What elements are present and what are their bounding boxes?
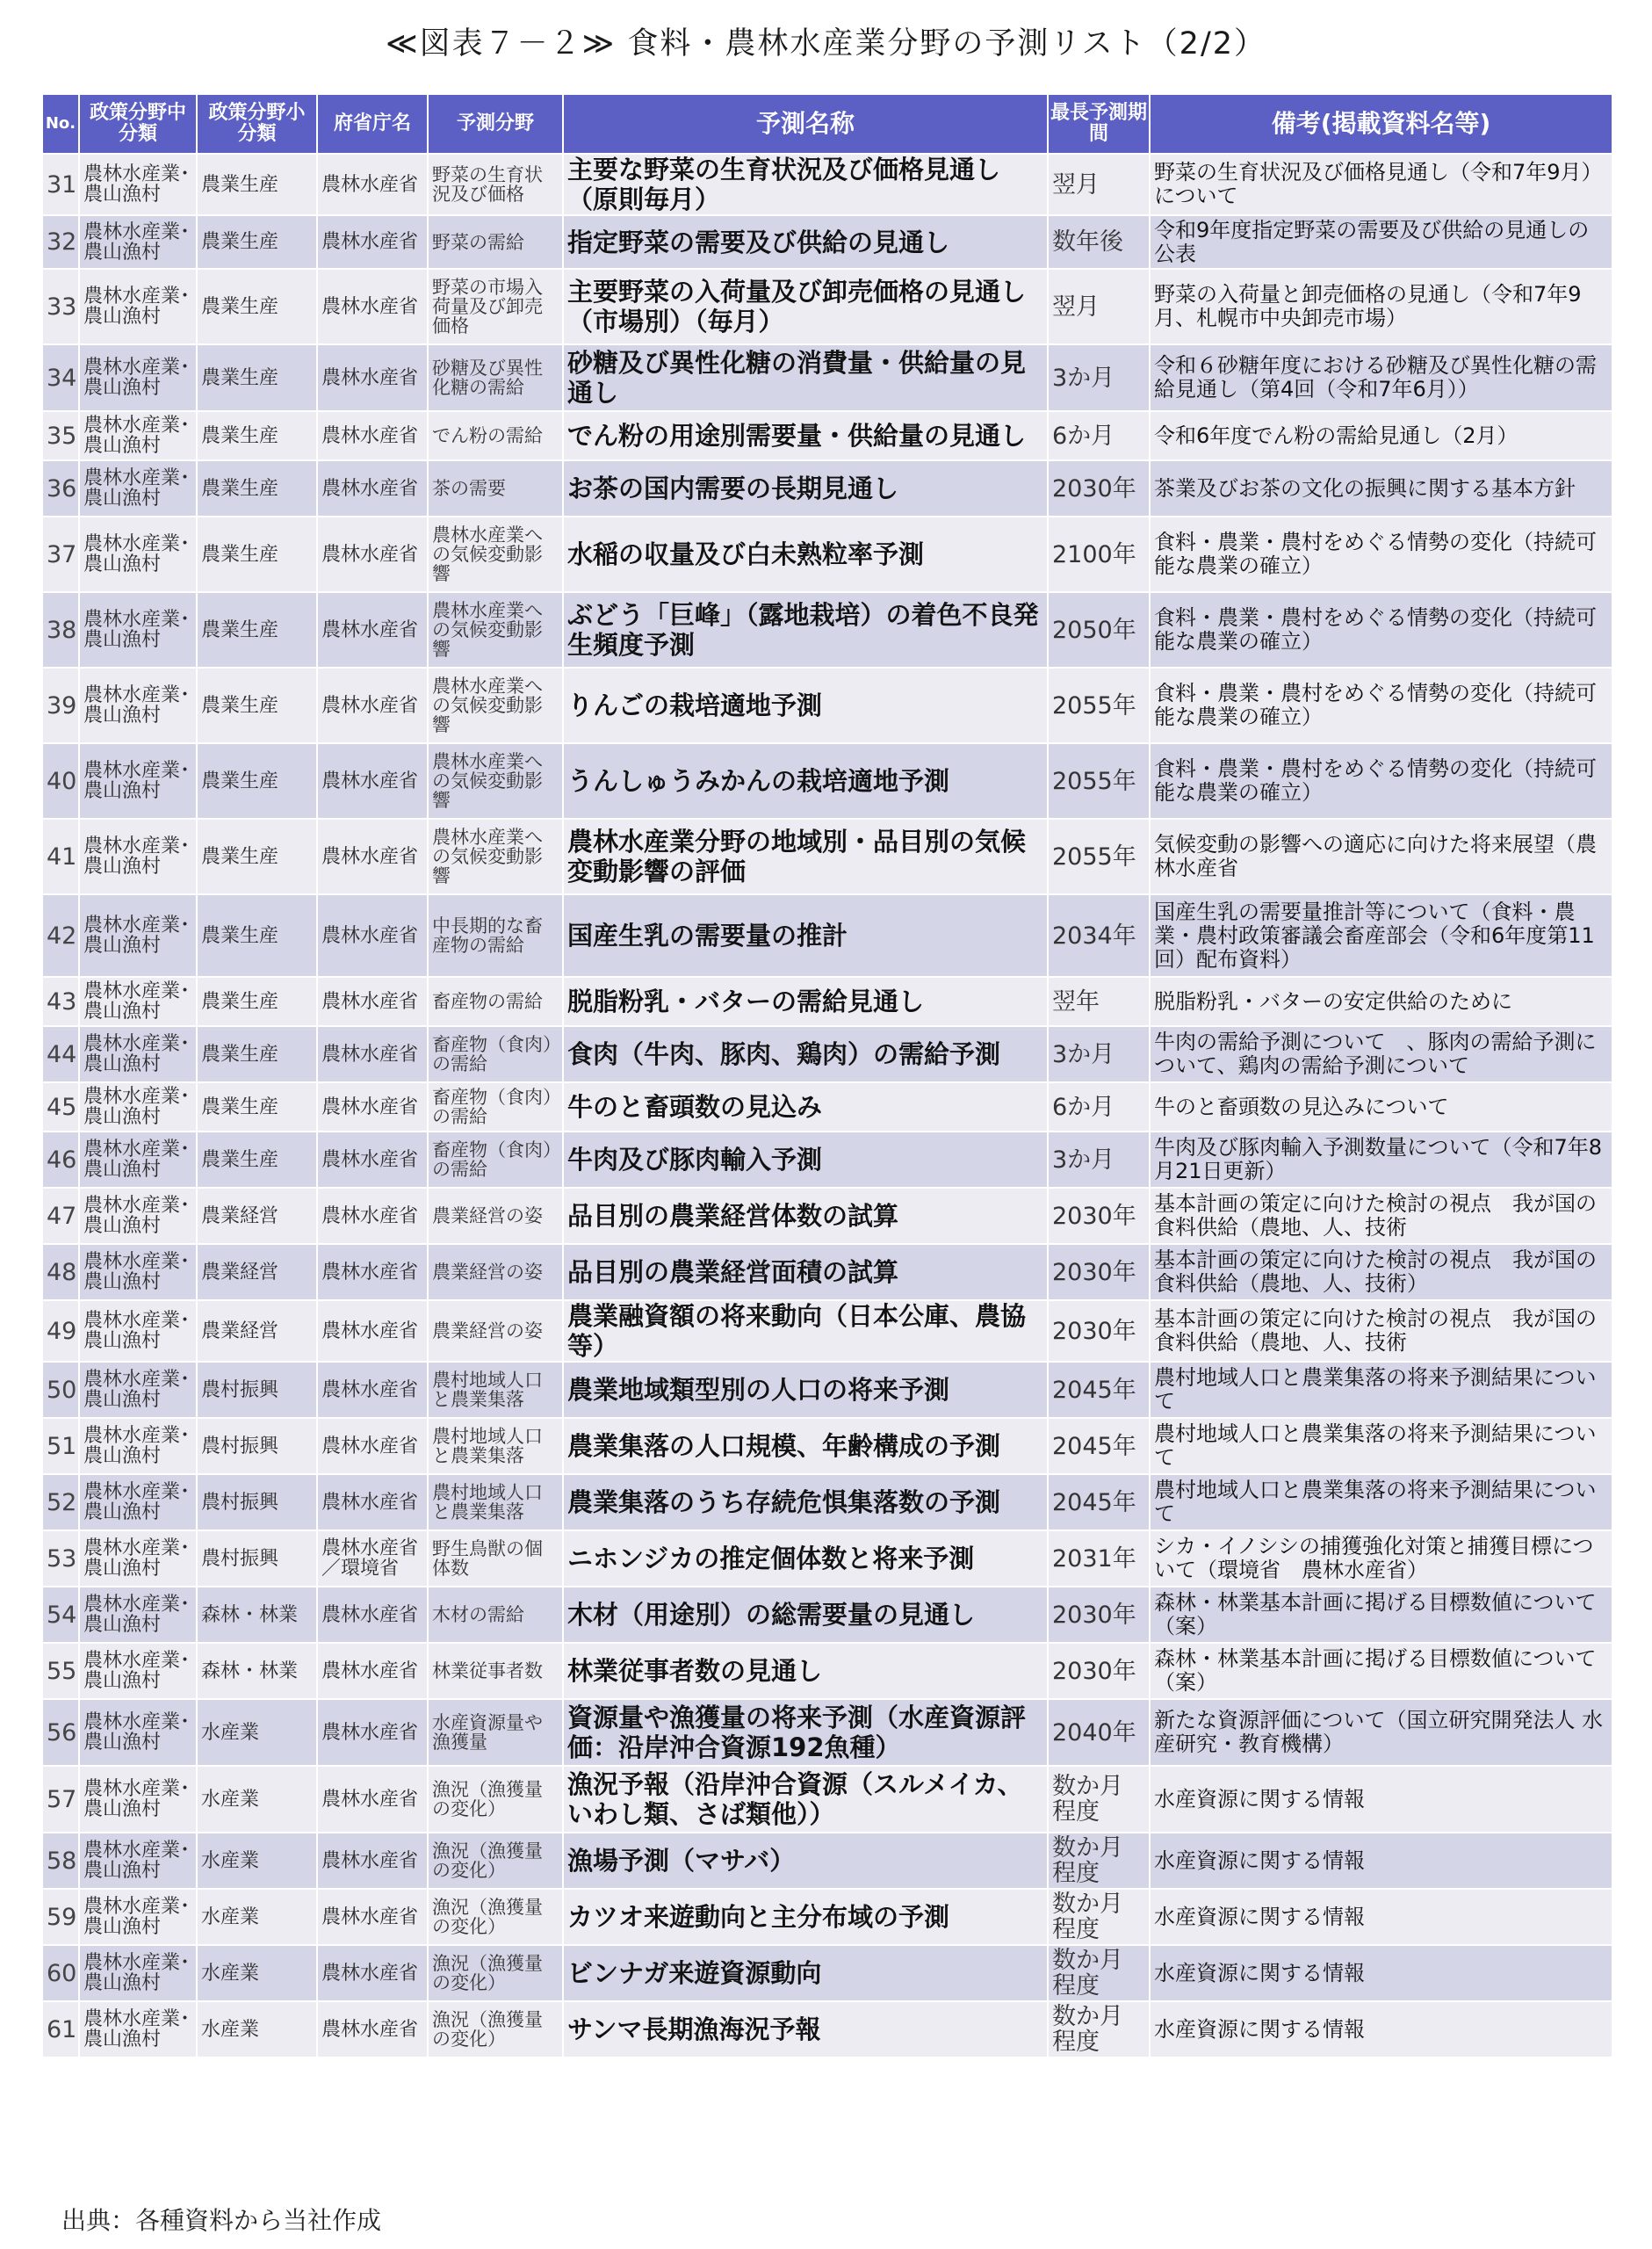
row-number: 51 [42,1418,79,1474]
row-number: 46 [42,1132,79,1188]
table-row [42,1587,1612,1643]
note-cell: 令和6年度でん粉の需給見通し（2月） [1150,411,1612,460]
agency-cell: 農林水産省 [317,592,428,668]
row-number: 35 [42,411,79,460]
agency-cell: 農林水産省 [317,269,428,344]
field-cell: 農林水産業への気候変動影響 [428,819,563,894]
sub-category-cell: 農業経営 [197,1300,317,1362]
sub-category-cell: 水産業 [197,1699,317,1766]
note-cell: 食料・農業・農村をめぐる情勢の変化（持続可能な農業の確立） [1150,517,1612,592]
agency-cell: 農林水産省／環境省 [317,1530,428,1587]
agency-cell: 農林水産省 [317,344,428,411]
note-cell: 森林・林業基本計画に掲げる目標数値について（案） [1150,1587,1612,1643]
agency-cell: 農林水産省 [317,1587,428,1643]
forecast-name-cell: 脱脂粉乳・バターの需給見通し [563,977,1048,1026]
table-row [42,743,1612,819]
row-number: 39 [42,668,79,743]
field-cell: 林業従事者数 [428,1643,563,1699]
field-cell: 中長期的な畜産物の需給 [428,894,563,977]
row-number: 45 [42,1082,79,1132]
period-cell: 2040年 [1048,1699,1150,1766]
sub-category-cell: 農業生産 [197,1132,317,1188]
table-row [42,1474,1612,1530]
table-row [42,1699,1612,1766]
sub-category-cell: 農業生産 [197,1026,317,1082]
table-row [42,1362,1612,1418]
row-number: 49 [42,1300,79,1362]
mid-category-cell: 農林水産業･農山漁村 [79,668,197,743]
field-cell: 野生鳥獣の個体数 [428,1530,563,1587]
mid-category-cell: 農林水産業･農山漁村 [79,1643,197,1699]
note-cell: 脱脂粉乳・バターの安定供給のために [1150,977,1612,1026]
forecast-name-cell: サンマ長期漁海況予報 [563,2001,1048,2057]
mid-category-cell: 農林水産業･農山漁村 [79,1833,197,1889]
row-number: 60 [42,1945,79,2001]
row-number: 48 [42,1244,79,1300]
row-number: 58 [42,1833,79,1889]
note-cell: 牛のと畜頭数の見込みについて [1150,1082,1612,1132]
forecast-name-cell: 指定野菜の需要及び供給の見通し [563,215,1048,269]
note-cell: 水産資源に関する情報 [1150,1833,1612,1889]
row-number: 32 [42,215,79,269]
note-cell: 野菜の入荷量と卸売価格の見通し（令和7年9月、札幌市中央卸売市場） [1150,269,1612,344]
note-cell: 食料・農業・農村をめぐる情勢の変化（持続可能な農業の確立） [1150,592,1612,668]
sub-category-cell: 水産業 [197,2001,317,2057]
table-row [42,1026,1612,1082]
source-note: 出典：各種資料から当社作成 [61,2206,382,2235]
agency-cell: 農林水産省 [317,668,428,743]
field-cell: 水産資源量や漁獲量 [428,1699,563,1766]
sub-category-cell: 農村振興 [197,1530,317,1587]
period-cell: 2030年 [1048,1188,1150,1244]
field-cell: 農林水産業への気候変動影響 [428,517,563,592]
field-cell: 畜産物の需給 [428,977,563,1026]
header-no: No. [42,94,79,154]
note-cell: 基本計画の策定に向けた検討の視点 我が国の食料供給（農地、人、技術） [1150,1244,1612,1300]
sub-category-cell: 水産業 [197,1833,317,1889]
sub-category-cell: 農村振興 [197,1474,317,1530]
row-number: 34 [42,344,79,411]
note-cell: 牛肉の需給予測について 、豚肉の需給予測について、鶏肉の需給予測について [1150,1026,1612,1082]
mid-category-cell: 農林水産業･農山漁村 [79,269,197,344]
mid-category-cell: 農林水産業･農山漁村 [79,743,197,819]
table-row [42,819,1612,894]
field-cell: でん粉の需給 [428,411,563,460]
forecast-name-cell: 水稲の収量及び白未熟粒率予測 [563,517,1048,592]
sub-category-cell: 森林・林業 [197,1643,317,1699]
sub-category-cell: 農業生産 [197,1082,317,1132]
forecast-name-cell: 漁場予測（マサバ） [563,1833,1048,1889]
agency-cell: 農林水産省 [317,517,428,592]
table-row [42,1889,1612,1945]
table-row [42,1945,1612,2001]
note-cell: 新たな資源評価について（国立研究開発法人 水産研究・教育機構） [1150,1699,1612,1766]
period-cell: 2045年 [1048,1474,1150,1530]
forecast-name-cell: 農業集落の人口規模、年齢構成の予測 [563,1418,1048,1474]
header-sub-category: 政策分野小分類 [197,94,317,154]
note-cell: シカ・イノシシの捕獲強化対策と捕獲目標について（環境省 農林水産省） [1150,1530,1612,1587]
period-cell: 2030年 [1048,1244,1150,1300]
sub-category-cell: 水産業 [197,1766,317,1833]
period-cell: 3か月 [1048,1026,1150,1082]
agency-cell: 農林水産省 [317,1300,428,1362]
table-row [42,411,1612,460]
row-number: 59 [42,1889,79,1945]
row-number: 61 [42,2001,79,2057]
sub-category-cell: 農業生産 [197,819,317,894]
row-number: 43 [42,977,79,1026]
table-header-row [42,94,1612,154]
sub-category-cell: 農業生産 [197,460,317,517]
table-row [42,977,1612,1026]
row-number: 42 [42,894,79,977]
forecast-name-cell: 農業融資額の将来動向（日本公庫、農協等） [563,1300,1048,1362]
table-row [42,154,1612,215]
table-row [42,344,1612,411]
mid-category-cell: 農林水産業･農山漁村 [79,411,197,460]
row-number: 36 [42,460,79,517]
forecast-name-cell: 牛のと畜頭数の見込み [563,1082,1048,1132]
period-cell: 2050年 [1048,592,1150,668]
period-cell: 3か月 [1048,344,1150,411]
table-row [42,517,1612,592]
mid-category-cell: 農林水産業･農山漁村 [79,1082,197,1132]
sub-category-cell: 農業生産 [197,517,317,592]
header-agency: 府省庁名 [317,94,428,154]
agency-cell: 農林水産省 [317,1188,428,1244]
header-note: 備考(掲載資料名等) [1150,94,1612,154]
forecast-name-cell: 品目別の農業経営体数の試算 [563,1188,1048,1244]
row-number: 33 [42,269,79,344]
agency-cell: 農林水産省 [317,460,428,517]
agency-cell: 農林水産省 [317,1643,428,1699]
forecast-name-cell: うんしゅうみかんの栽培適地予測 [563,743,1048,819]
row-number: 47 [42,1188,79,1244]
table-row [42,592,1612,668]
mid-category-cell: 農林水産業･農山漁村 [79,1026,197,1082]
forecast-name-cell: 資源量や漁獲量の将来予測（水産資源評価：沿岸沖合資源192魚種） [563,1699,1048,1766]
row-number: 31 [42,154,79,215]
forecast-table [41,93,1613,2058]
header-name: 予測名称 [563,94,1048,154]
field-cell: 農村地域人口と農業集落 [428,1474,563,1530]
period-cell: 2055年 [1048,743,1150,819]
table-row [42,1300,1612,1362]
row-number: 44 [42,1026,79,1082]
row-number: 50 [42,1362,79,1418]
table-row [42,1833,1612,1889]
forecast-name-cell: 農業集落のうち存続危惧集落数の予測 [563,1474,1048,1530]
forecast-name-cell: でん粉の用途別需要量・供給量の見通し [563,411,1048,460]
note-cell: 牛肉及び豚肉輸入予測数量について（令和7年8月21日更新） [1150,1132,1612,1188]
table-body [42,154,1612,2057]
field-cell: 野菜の生育状況及び価格 [428,154,563,215]
mid-category-cell: 農林水産業･農山漁村 [79,1188,197,1244]
agency-cell: 農林水産省 [317,1082,428,1132]
field-cell: 砂糖及び異性化糖の需給 [428,344,563,411]
mid-category-cell: 農林水産業･農山漁村 [79,1132,197,1188]
note-cell: 令和６砂糖年度における砂糖及び異性化糖の需給見通し（第4回（令和7年6月）） [1150,344,1612,411]
sub-category-cell: 農村振興 [197,1418,317,1474]
table-row [42,1530,1612,1587]
note-cell: 基本計画の策定に向けた検討の視点 我が国の食料供給（農地、人、技術 [1150,1300,1612,1362]
sub-category-cell: 農業経営 [197,1244,317,1300]
table-row [42,2001,1612,2057]
agency-cell: 農林水産省 [317,2001,428,2057]
table-row [42,1082,1612,1132]
agency-cell: 農林水産省 [317,1699,428,1766]
field-cell: 漁況（漁獲量の変化） [428,2001,563,2057]
mid-category-cell: 農林水産業･農山漁村 [79,592,197,668]
period-cell: 2030年 [1048,1587,1150,1643]
mid-category-cell: 農林水産業･農山漁村 [79,2001,197,2057]
note-cell: 森林・林業基本計画に掲げる目標数値について（案） [1150,1643,1612,1699]
agency-cell: 農林水産省 [317,1418,428,1474]
sub-category-cell: 森林・林業 [197,1587,317,1643]
mid-category-cell: 農林水産業･農山漁村 [79,1418,197,1474]
forecast-name-cell: 国産生乳の需要量の推計 [563,894,1048,977]
forecast-name-cell: ビンナガ来遊資源動向 [563,1945,1048,2001]
mid-category-cell: 農林水産業･農山漁村 [79,819,197,894]
field-cell: 漁況（漁獲量の変化） [428,1833,563,1889]
note-cell: 野菜の生育状況及び価格見通し（令和7年9月）について [1150,154,1612,215]
agency-cell: 農林水産省 [317,411,428,460]
row-number: 52 [42,1474,79,1530]
agency-cell: 農林水産省 [317,743,428,819]
sub-category-cell: 農業生産 [197,977,317,1026]
forecast-name-cell: 農業地域類型別の人口の将来予測 [563,1362,1048,1418]
period-cell: 2055年 [1048,819,1150,894]
sub-category-cell: 農業経営 [197,1188,317,1244]
period-cell: 3か月 [1048,1132,1150,1188]
mid-category-cell: 農林水産業･農山漁村 [79,1474,197,1530]
table-row [42,1766,1612,1833]
agency-cell: 農林水産省 [317,1132,428,1188]
mid-category-cell: 農林水産業･農山漁村 [79,154,197,215]
sub-category-cell: 農業生産 [197,215,317,269]
forecast-name-cell: 主要な野菜の生育状況及び価格見通し（原則毎月） [563,154,1048,215]
forecast-name-cell: ぶどう「巨峰」（露地栽培）の着色不良発生頻度予測 [563,592,1048,668]
mid-category-cell: 農林水産業･農山漁村 [79,1244,197,1300]
header-mid-category: 政策分野中分類 [79,94,197,154]
forecast-name-cell: 牛肉及び豚肉輸入予測 [563,1132,1048,1188]
mid-category-cell: 農林水産業･農山漁村 [79,1530,197,1587]
agency-cell: 農林水産省 [317,1244,428,1300]
note-cell: 農村地域人口と農業集落の将来予測結果について [1150,1362,1612,1418]
note-cell: 水産資源に関する情報 [1150,1766,1612,1833]
period-cell: 数か月程度 [1048,2001,1150,2057]
field-cell: 農村地域人口と農業集落 [428,1418,563,1474]
field-cell: 農業経営の姿 [428,1300,563,1362]
mid-category-cell: 農林水産業･農山漁村 [79,1945,197,2001]
mid-category-cell: 農林水産業･農山漁村 [79,517,197,592]
period-cell: 翌月 [1048,154,1150,215]
field-cell: 茶の需要 [428,460,563,517]
sub-category-cell: 農業生産 [197,894,317,977]
table-row [42,668,1612,743]
agency-cell: 農林水産省 [317,1362,428,1418]
field-cell: 漁況（漁獲量の変化） [428,1766,563,1833]
forecast-name-cell: カツオ来遊動向と主分布域の予測 [563,1889,1048,1945]
forecast-name-cell: 食肉（牛肉、豚肉、鶏肉）の需給予測 [563,1026,1048,1082]
forecast-name-cell: ニホンジカの推定個体数と将来予測 [563,1530,1048,1587]
row-number: 54 [42,1587,79,1643]
note-cell: 水産資源に関する情報 [1150,1889,1612,1945]
sub-category-cell: 農業生産 [197,154,317,215]
forecast-name-cell: 品目別の農業経営面積の試算 [563,1244,1048,1300]
period-cell: 2055年 [1048,668,1150,743]
sub-category-cell: 農業生産 [197,743,317,819]
mid-category-cell: 農林水産業･農山漁村 [79,1766,197,1833]
table-row [42,215,1612,269]
period-cell: 2100年 [1048,517,1150,592]
agency-cell: 農林水産省 [317,215,428,269]
period-cell: 2030年 [1048,460,1150,517]
period-cell: 数か月程度 [1048,1945,1150,2001]
row-number: 57 [42,1766,79,1833]
period-cell: 6か月 [1048,1082,1150,1132]
row-number: 56 [42,1699,79,1766]
sub-category-cell: 農業生産 [197,269,317,344]
table-row [42,269,1612,344]
forecast-name-cell: お茶の国内需要の長期見通し [563,460,1048,517]
forecast-name-cell: 木材（用途別）の総需要量の見通し [563,1587,1048,1643]
forecast-name-cell: 農林水産業分野の地域別・品目別の気候変動影響の評価 [563,819,1048,894]
mid-category-cell: 農林水産業･農山漁村 [79,460,197,517]
forecast-name-cell: りんごの栽培適地予測 [563,668,1048,743]
agency-cell: 農林水産省 [317,819,428,894]
agency-cell: 農林水産省 [317,894,428,977]
period-cell: 翌年 [1048,977,1150,1026]
field-cell: 木材の需給 [428,1587,563,1643]
forecast-name-cell: 漁況予報（沿岸沖合資源（スルメイカ、いわし類、さば類他）） [563,1766,1048,1833]
mid-category-cell: 農林水産業･農山漁村 [79,1362,197,1418]
row-number: 53 [42,1530,79,1587]
agency-cell: 農林水産省 [317,1474,428,1530]
period-cell: 数か月程度 [1048,1766,1150,1833]
period-cell: 2031年 [1048,1530,1150,1587]
note-cell: 国産生乳の需要量推計等について（食料・農業・農村政策審議会畜産部会（令和6年度第11回）配布資料） [1150,894,1612,977]
forecast-name-cell: 主要野菜の入荷量及び卸売価格の見通し（市場別）（毎月） [563,269,1048,344]
period-cell: 数年後 [1048,215,1150,269]
mid-category-cell: 農林水産業･農山漁村 [79,344,197,411]
note-cell: 茶業及びお茶の文化の振興に関する基本方針 [1150,460,1612,517]
sub-category-cell: 農業生産 [197,344,317,411]
page-title: ≪図表７－２≫ 食料・農林水産業分野の予測リスト（2/2） [385,26,1267,61]
sub-category-cell: 水産業 [197,1889,317,1945]
row-number: 55 [42,1643,79,1699]
agency-cell: 農林水産省 [317,977,428,1026]
period-cell: 2034年 [1048,894,1150,977]
note-cell: 水産資源に関する情報 [1150,1945,1612,2001]
sub-category-cell: 農業生産 [197,668,317,743]
header-period: 最長予測期間 [1048,94,1150,154]
period-cell: 2045年 [1048,1418,1150,1474]
field-cell: 野菜の市場入荷量及び卸売価格 [428,269,563,344]
agency-cell: 農林水産省 [317,1026,428,1082]
forecast-name-cell: 林業従事者数の見通し [563,1643,1048,1699]
agency-cell: 農林水産省 [317,154,428,215]
table-row [42,1643,1612,1699]
period-cell: 2030年 [1048,1300,1150,1362]
field-cell: 農林水産業への気候変動影響 [428,592,563,668]
table-row [42,460,1612,517]
table-row [42,1188,1612,1244]
field-cell: 畜産物（食肉）の需給 [428,1026,563,1082]
agency-cell: 農林水産省 [317,1889,428,1945]
sub-category-cell: 農業生産 [197,592,317,668]
sub-category-cell: 農村振興 [197,1362,317,1418]
period-cell: 翌月 [1048,269,1150,344]
mid-category-cell: 農林水産業･農山漁村 [79,1889,197,1945]
field-cell: 農林水産業への気候変動影響 [428,743,563,819]
note-cell: 農村地域人口と農業集落の将来予測結果について [1150,1418,1612,1474]
period-cell: 2045年 [1048,1362,1150,1418]
note-cell: 水産資源に関する情報 [1150,2001,1612,2057]
field-cell: 漁況（漁獲量の変化） [428,1945,563,2001]
forecast-name-cell: 砂糖及び異性化糖の消費量・供給量の見通し [563,344,1048,411]
field-cell: 農村地域人口と農業集落 [428,1362,563,1418]
period-cell: 数か月程度 [1048,1889,1150,1945]
note-cell: 農村地域人口と農業集落の将来予測結果について [1150,1474,1612,1530]
field-cell: 農業経営の姿 [428,1188,563,1244]
row-number: 41 [42,819,79,894]
agency-cell: 農林水産省 [317,1833,428,1889]
note-cell: 食料・農業・農村をめぐる情勢の変化（持続可能な農業の確立） [1150,668,1612,743]
note-cell: 令和9年度指定野菜の需要及び供給の見通しの公表 [1150,215,1612,269]
mid-category-cell: 農林水産業･農山漁村 [79,1587,197,1643]
mid-category-cell: 農林水産業･農山漁村 [79,1300,197,1362]
mid-category-cell: 農林水産業･農山漁村 [79,977,197,1026]
table-row [42,1418,1612,1474]
row-number: 40 [42,743,79,819]
field-cell: 農林水産業への気候変動影響 [428,668,563,743]
field-cell: 畜産物（食肉）の需給 [428,1132,563,1188]
mid-category-cell: 農林水産業･農山漁村 [79,894,197,977]
agency-cell: 農林水産省 [317,1945,428,2001]
period-cell: 6か月 [1048,411,1150,460]
agency-cell: 農林水産省 [317,1766,428,1833]
mid-category-cell: 農林水産業･農山漁村 [79,215,197,269]
sub-category-cell: 農業生産 [197,411,317,460]
period-cell: 2030年 [1048,1643,1150,1699]
row-number: 37 [42,517,79,592]
field-cell: 畜産物（食肉）の需給 [428,1082,563,1132]
table-row [42,1244,1612,1300]
field-cell: 農業経営の姿 [428,1244,563,1300]
period-cell: 数か月程度 [1048,1833,1150,1889]
note-cell: 気候変動の影響への適応に向けた将来展望（農林水産省 [1150,819,1612,894]
note-cell: 基本計画の策定に向けた検討の視点 我が国の食料供給（農地、人、技術 [1150,1188,1612,1244]
field-cell: 野菜の需給 [428,215,563,269]
table-row [42,1132,1612,1188]
header-field: 予測分野 [428,94,563,154]
note-cell: 食料・農業・農村をめぐる情勢の変化（持続可能な農業の確立） [1150,743,1612,819]
mid-category-cell: 農林水産業･農山漁村 [79,1699,197,1766]
row-number: 38 [42,592,79,668]
field-cell: 漁況（漁獲量の変化） [428,1889,563,1945]
sub-category-cell: 水産業 [197,1945,317,2001]
table-row [42,894,1612,977]
